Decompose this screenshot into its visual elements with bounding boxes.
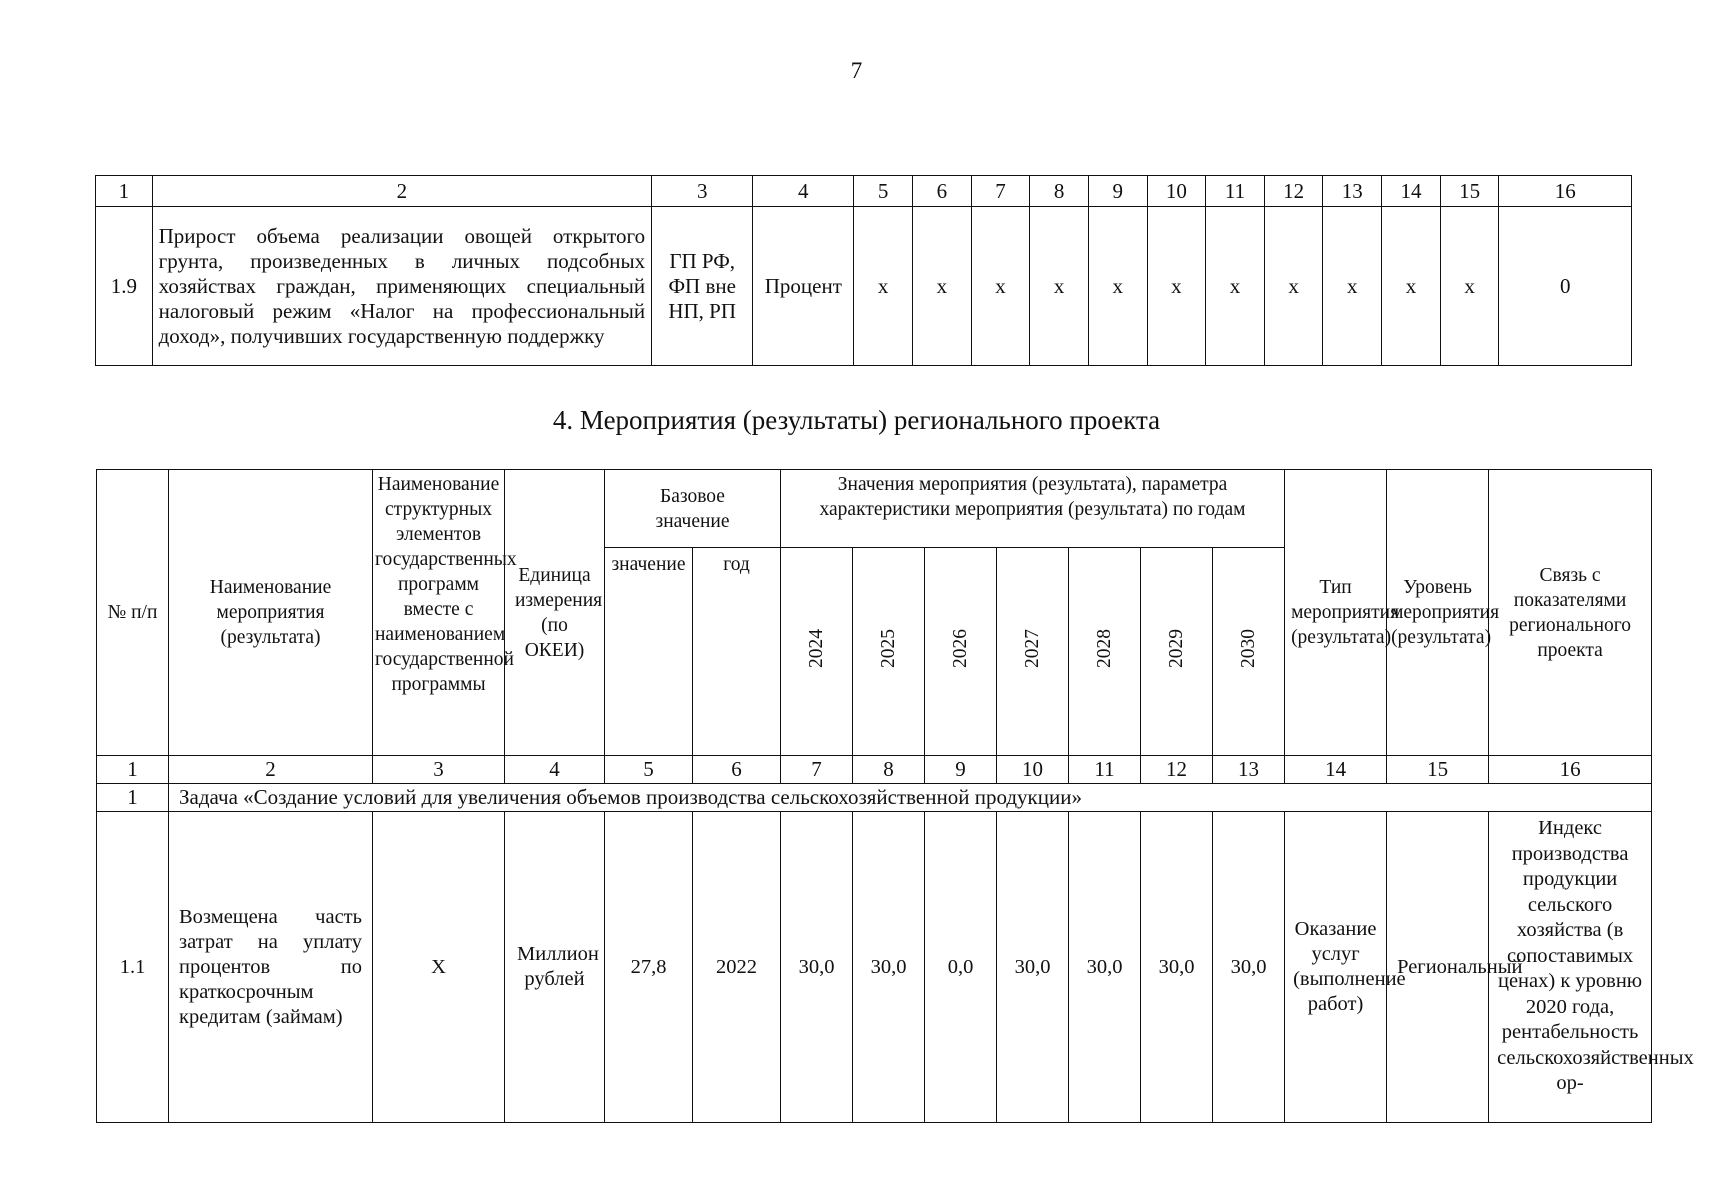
year-label: 2028	[1094, 628, 1116, 668]
column-number: 9	[925, 756, 997, 784]
header-structural: Наименование структурных элементов государственных программ вместе с наименованием государственной программы	[373, 470, 505, 756]
activity-unit: Миллион рублей	[505, 812, 605, 1123]
task-row	[97, 784, 1652, 812]
header-name: Наименование мероприятия (результата)	[169, 470, 373, 756]
indicator-value: x	[1088, 207, 1147, 366]
header-base-year: год	[693, 548, 781, 756]
column-number: 2	[152, 176, 652, 207]
header-year	[997, 548, 1069, 756]
column-number-row	[97, 756, 1652, 784]
indicator-value: x	[971, 207, 1030, 366]
header-year	[1069, 548, 1141, 756]
year-value: 30,0	[781, 812, 853, 1123]
table-row	[96, 207, 1632, 366]
column-number: 7	[971, 176, 1030, 207]
year-value: 30,0	[1069, 812, 1141, 1123]
table-row	[97, 812, 1652, 1123]
indicator-value: x	[1323, 207, 1382, 366]
activity-name: Возмещена часть затрат на уплату процентов по краткосрочным кредитам (займам)	[169, 812, 373, 1123]
column-number: 16	[1499, 176, 1632, 207]
column-number: 11	[1069, 756, 1141, 784]
indicator-name: Прирост объема реализации овощей открытого грунта, произведенных в личных подсобных хозяйствах граждан, применяющих специальный налоговый режим «Налог на профессиональный доход», получивших государственную поддержку	[152, 207, 652, 366]
indicator-value: x	[913, 207, 972, 366]
year-value: 0,0	[925, 812, 997, 1123]
indicator-unit: Процент	[753, 207, 854, 366]
column-number: 10	[1147, 176, 1206, 207]
column-number: 11	[1206, 176, 1265, 207]
section-title: 4. Мероприятия (результаты) регионального проекта	[552, 405, 1161, 435]
indicator-last-value: 0	[1499, 207, 1632, 366]
year-value: 30,0	[997, 812, 1069, 1123]
activities-table	[96, 469, 1694, 1123]
column-number: 13	[1213, 756, 1285, 784]
column-number: 6	[913, 176, 972, 207]
column-number: 15	[1440, 176, 1499, 207]
header-year	[1141, 548, 1213, 756]
header-type: Тип мероприятия (результата)	[1285, 470, 1387, 756]
indicator-value: x	[1264, 207, 1323, 366]
column-number: 9	[1088, 176, 1147, 207]
year-label: 2029	[1166, 628, 1188, 668]
column-number-row	[96, 176, 1632, 207]
column-number: 7	[781, 756, 853, 784]
year-label: 2025	[878, 628, 900, 668]
activity-type: Оказание услуг (выполнение работ)	[1285, 812, 1387, 1123]
header-link: Связь с показателями регионального проекта	[1489, 470, 1652, 756]
year-value: 30,0	[1141, 812, 1213, 1123]
column-number: 14	[1382, 176, 1441, 207]
indicator-value: x	[1030, 207, 1089, 366]
column-number: 13	[1323, 176, 1382, 207]
column-number: 8	[1030, 176, 1089, 207]
header-year	[925, 548, 997, 756]
indicator-value: x	[1440, 207, 1499, 366]
column-number: 14	[1285, 756, 1387, 784]
page-number: 7	[850, 58, 863, 83]
column-number: 4	[505, 756, 605, 784]
header-year	[853, 548, 925, 756]
task-text: Задача «Создание условий для увеличения объемов производства сельскохозяйственной продукции»	[169, 784, 1652, 812]
indicator-value: x	[1206, 207, 1265, 366]
header-base-value: значение	[605, 548, 693, 756]
column-number: 12	[1141, 756, 1213, 784]
base-year: 2022	[693, 812, 781, 1123]
year-label: 2024	[806, 628, 828, 668]
structural-element: Х	[373, 812, 505, 1123]
header-unit: Единица измерения (по ОКЕИ)	[505, 470, 605, 756]
column-number: 1	[96, 176, 153, 207]
header-year	[781, 548, 853, 756]
column-number: 8	[853, 756, 925, 784]
indicators-table	[95, 175, 1632, 366]
year-value: 30,0	[853, 812, 925, 1123]
header-values-by-year: Значения мероприятия (результата), параметра характеристики мероприятия (результата) по годам	[781, 470, 1285, 548]
column-number: 10	[997, 756, 1069, 784]
row-number: 1.9	[96, 207, 153, 366]
header-level: Уровень мероприятия (результата)	[1387, 470, 1489, 756]
column-number: 5	[605, 756, 693, 784]
indicator-source: ГП РФ, ФП вне НП, РП	[652, 207, 753, 366]
column-number: 2	[169, 756, 373, 784]
column-number: 16	[1489, 756, 1652, 784]
column-number: 12	[1264, 176, 1323, 207]
task-number: 1	[97, 784, 169, 812]
year-value: 30,0	[1213, 812, 1285, 1123]
indicator-value: x	[854, 207, 913, 366]
column-number: 3	[373, 756, 505, 784]
column-number: 15	[1387, 756, 1489, 784]
activity-link: Индекс производства продукции сельского хозяйства (в сопоставимых ценах) к уровню 2020 года, рентабельность сельскохозяйственных ор-	[1489, 812, 1652, 1123]
indicator-value: x	[1147, 207, 1206, 366]
column-number: 3	[652, 176, 753, 207]
year-label: 2026	[950, 628, 972, 668]
column-number: 5	[854, 176, 913, 207]
column-number: 6	[693, 756, 781, 784]
column-number: 1	[97, 756, 169, 784]
header-year	[1213, 548, 1285, 756]
activity-level: Региональный	[1387, 812, 1489, 1123]
year-label: 2030	[1238, 628, 1260, 668]
row-number: 1.1	[97, 812, 169, 1123]
column-number: 4	[753, 176, 854, 207]
header-num: № п/п	[97, 470, 169, 756]
header-row	[97, 470, 1652, 548]
indicator-value: x	[1382, 207, 1441, 366]
year-label: 2027	[1022, 628, 1044, 668]
base-value: 27,8	[605, 812, 693, 1123]
header-base: Базовое значение	[605, 470, 781, 548]
